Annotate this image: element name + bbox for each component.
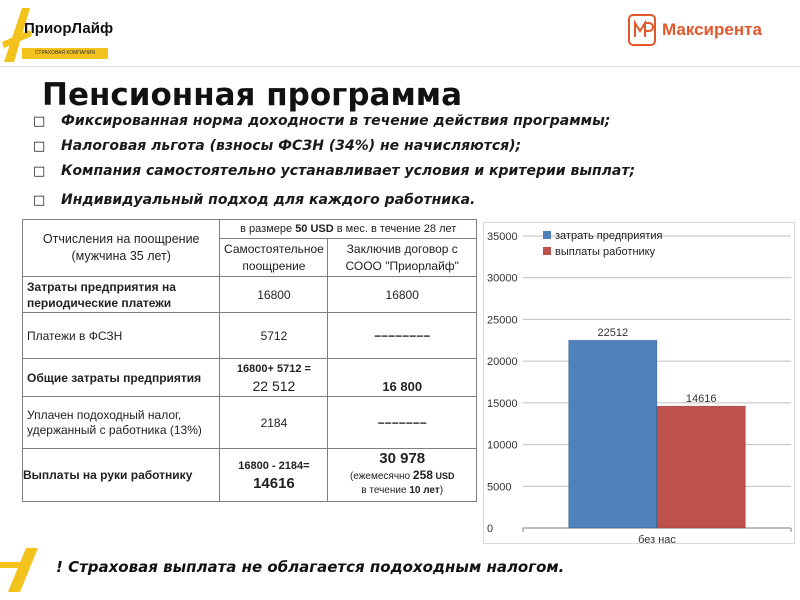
cell-self-total: 22 512: [252, 377, 296, 394]
cell-contract: 16800: [328, 277, 477, 313]
header-top-amount: 50 USD: [295, 223, 334, 235]
priorlife-logo-subtitle: СТРАХОВАЯ КОМПАНИЯ: [34, 50, 96, 56]
y-tick-label: 0: [487, 523, 494, 535]
row-label: Затраты предприятия на периодические платежи: [23, 277, 220, 313]
page-title: Пенсионная программа: [42, 77, 463, 113]
row-label: Выплаты на руки работнику: [23, 449, 220, 502]
table-row: [23, 397, 477, 449]
maxirenta-logo-text: Максирента: [662, 20, 762, 39]
bar-payouts: [657, 406, 745, 528]
row-label: Уплачен подоходный налог, удержанный с работника (13%): [23, 397, 220, 449]
bullet-text: Налоговая льгота (взносы ФСЗН (34%) не начисляются);: [61, 138, 522, 154]
header-top-prefix: в размере: [240, 223, 296, 235]
table-row: [23, 313, 477, 359]
data-label: 22512: [597, 327, 629, 340]
monthly-currency: USD: [432, 471, 455, 481]
y-tick-label: 30000: [487, 272, 518, 285]
col-self-header: Самостоятельное поощрение: [220, 239, 328, 277]
y-tick-label: 20000: [487, 356, 518, 369]
cell-self-formula: 16800 - 2184=: [238, 460, 310, 472]
cell-contract-monthly: [328, 468, 476, 484]
y-tick-label: 35000: [487, 231, 518, 243]
col-contract-header: Заключив договор с СООО "Приорлайф": [328, 239, 477, 277]
y-tick-label: 15000: [487, 397, 518, 410]
duration-prefix: в течение: [361, 485, 410, 496]
table-row: [23, 449, 477, 502]
table-header-top: [220, 220, 477, 239]
monthly-prefix: (ежемесячно: [349, 471, 413, 482]
cell-contract-duration: [328, 484, 476, 498]
bullet-text: Фиксированная норма доходности в течение действия программы;: [61, 113, 611, 129]
header-divider: [0, 66, 800, 67]
y-tick-label: 5000: [487, 481, 512, 494]
table-row: [23, 359, 477, 397]
table-header-row: [23, 220, 477, 239]
bar-costs: [569, 340, 657, 528]
table-row: [23, 277, 477, 313]
bullet-text: Компания самостоятельно устанавливает условия и критерии выплат;: [61, 163, 636, 179]
duration-suffix: ): [439, 485, 444, 496]
legend-swatch: [543, 231, 551, 239]
table-header-left: Отчисления на поощрение (мужчина 35 лет): [23, 220, 220, 277]
cell-self-total: 14616: [253, 475, 295, 492]
bullet-item: [33, 138, 521, 154]
cell-self: 16800: [220, 277, 328, 313]
mr-monogram-icon: [628, 14, 656, 46]
legend-label: затрать предприятия: [555, 230, 663, 242]
y-tick-label: 10000: [487, 439, 518, 452]
checkbox-bullet-icon: □: [33, 164, 46, 179]
y-tick-label: 25000: [487, 314, 518, 327]
bullet-item: [33, 163, 635, 179]
checkbox-bullet-icon: □: [33, 139, 46, 154]
priorlife-logo: [0, 2, 112, 66]
bullet-item: [33, 113, 610, 129]
cell-self: 5712: [220, 313, 328, 359]
cell-contract: [328, 449, 477, 502]
checkbox-bullet-icon: □: [33, 193, 46, 208]
footer-note: ! Страховая выплата не облагается подоходным налогом.: [56, 558, 565, 576]
cell-contract-total: 30 978: [379, 450, 426, 467]
accent-stripe-icon: [0, 548, 40, 592]
maxirenta-logo: [628, 12, 778, 48]
checkbox-bullet-icon: □: [33, 114, 46, 129]
comparison-table: [22, 219, 477, 502]
priorlife-logo-text: ПриорЛайф: [24, 20, 114, 37]
cell-self: 2184: [220, 397, 328, 449]
row-label: Платежи в ФСЗН: [23, 313, 220, 359]
cell-contract: −−−−−−−: [328, 397, 477, 449]
cell-self: [220, 359, 328, 397]
duration-value: 10 лет: [409, 485, 440, 496]
data-label: 14616: [685, 393, 717, 406]
cell-self: [220, 449, 328, 502]
legend-label: выплаты работнику: [555, 246, 656, 258]
cell-contract: −−−−−−−−: [328, 313, 477, 359]
bullet-text: Индивидуальный подход для каждого работника.: [61, 192, 476, 208]
cell-contract: 16 800: [328, 359, 477, 397]
bar-chart: [483, 222, 795, 544]
header-top-suffix: в мес. в течение 28 лет: [333, 223, 457, 235]
x-tick-label: без нас: [638, 534, 676, 544]
row-label: Общие затраты предприятия: [23, 359, 220, 397]
legend-swatch: [543, 247, 551, 255]
monthly-amount: 258: [412, 468, 433, 482]
bullet-item: [33, 192, 475, 208]
cell-self-formula: 16800+ 5712 =: [236, 362, 311, 375]
priorlife-logo-band: [22, 48, 108, 59]
